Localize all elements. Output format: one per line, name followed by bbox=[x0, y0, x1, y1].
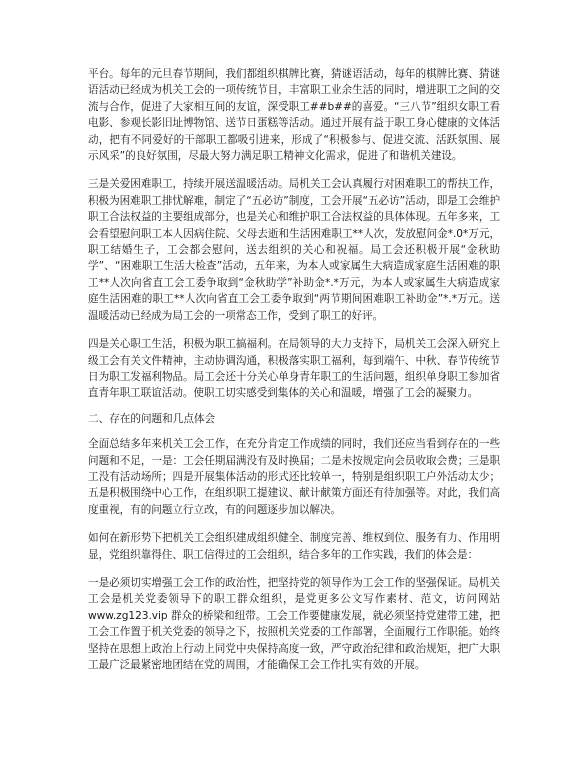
paragraph-care-for-needy-workers: 三是关爱困难职工，持续开展送温暖活动。局机关工会认真履行对困难职工的帮扶工作，积极为困难职工排忧解难，制定了“五必访”制度，工会开展“五必访”活动，即是工会维护职工合法权益的主要组成部分，也是关心和维护职工合法权益的具体体现。五年多来，工会看望慰问职工本人因病住院、父母去逝和生活困难职工**人次，发放慰问金*.0*万元，职工结婚生子，工会都会慰问，送去组织的关心和祝福。局工会还积极开展“金秋助学”、“困难职工生活大检查”活动，五年来，为本人或家属生大病造成家庭生活困难的职工**人次向省直工会工委争取到“金秋助学”补助金*.*万元，为本人或家属生大病造成家庭生活困难的职工**人次向省直工会工委争取到“两节期间困难职工补助金”*.*万元。送温暖活动已经成为局工会的一项常态工作，受到了职工的好评。 bbox=[88, 178, 500, 322]
paragraph-problems: 全面总结多年来机关工会工作，在充分肯定工作成绩的同时，我们还应当看到存在的一些问题和不足，一是：工会任期届满没有及时换届；二是未按规定向会员收取会费；三是职工没有活动场所；四是开展集体活动的形式还比较单一，特别是组织职工户外活动太少；五是积极围绕中心工作，在组织职工提建议、献计献策方面还有待加强等。对此，我们高度重视，有的问题立行立改，有的问题逐步加以解决。 bbox=[88, 438, 500, 516]
paragraph-experience-one: 一是必须切实增强工会工作的政治性，把坚持党的领导作为工会工作的坚强保证。局机关工会是机关党委领导下的职工群众组织，是党更多公文写作素材、范文，访问网站 www.zg123.vip 群众的桥梁和纽带。工会工作要健康发展，就必须坚持党建带工建，把工会工作置于机关党委的领导之下，按照机关党委的工作部署，全面履行工作职能。始终坚持在思想上政治上行动上同党中央保持高度一致，严守政治纪律和政治规矩，把广大职工最广泛最紧密地团结在党的周围，才能确保工会工作扎实有效的开展。 bbox=[88, 576, 500, 671]
paragraph-worker-welfare: 四是关心职工生活，积极为职工搞福利。在局领导的大力支持下，局机关工会深入研究上级工会有关文件精神，主动协调沟通，积极落实职工福利，每到端午、中秋、春节传统节日为职工发福利物品。局工会还十分关心单身青年职工的生活问题，组织单身职工参加省直青年职工联谊活动。使职工切实感受到集体的关心和温暖，增强了工会的凝聚力。 bbox=[88, 338, 500, 400]
section-heading: 二、存在的问题和几点体会 bbox=[88, 412, 216, 425]
paragraph-recreation: 平台。每年的元旦春节期间，我们都组织棋牌比赛，猜谜语活动，每年的棋牌比赛、猜谜语活动已经成为机关工会的一项传统节目，丰富职工业余生活的同时，增进职工之间的交流与合作，促进了大家相互间的友谊，深受职工##b##的喜爱。“三八节”组织女职工看电影、参观长影旧址博物馆、送节日蛋糕等活动。通过开展有益于职工身心健康的文体活动，把有不同爱好的干部职工都吸引进来，形成了“积极参与、促进交流、活跃氛围、展示风采”的良好氛围，尽最大努力满足职工精神文化需求，促进了和谐机关建设。 bbox=[88, 68, 500, 163]
paragraph-experience-intro: 如何在新形势下把机关工会组织建成组织健全、制度完善、维权到位、服务有力、作用明显，党组织靠得住、职工信得过的工会组织，结合多年的工作实践，我们的体会是： bbox=[88, 532, 500, 561]
